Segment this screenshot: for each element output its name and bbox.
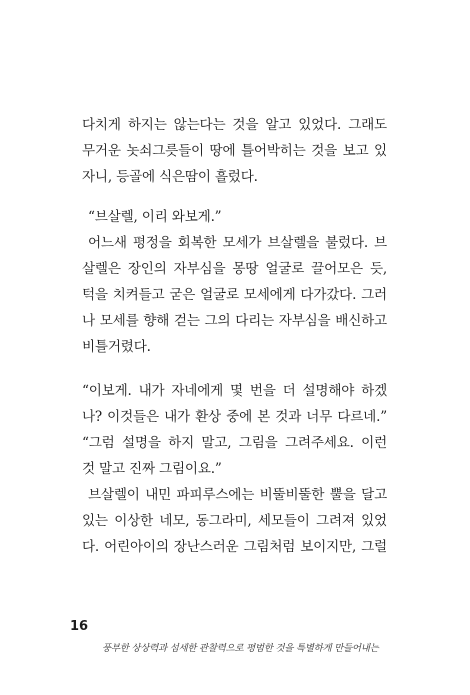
text-line: 것 말고 진짜 그림이요.” <box>82 461 222 477</box>
text-line: 살렐은 장인의 자부심을 몽땅 얼굴로 끌어모은 듯, <box>82 261 387 277</box>
paragraph-2 <box>82 204 387 360</box>
text-line: 다치게 하지는 않는다는 것을 알고 있었다. 그래도 <box>82 117 387 133</box>
text-line: 있는 이상한 네모, 동그라미, 세모들이 그려져 있었 <box>82 513 387 529</box>
dialogue-line: “브살렐, 이리 와보게.” <box>88 209 222 225</box>
text-line: 비틀거렸다. <box>82 339 151 355</box>
text-line: 턱을 치켜들고 굳은 얼굴로 모세에게 다가갔다. 그러 <box>82 287 387 303</box>
paragraph-3 <box>82 378 387 560</box>
dialogue-line: “그럼 설명을 하지 말고, 그림을 그려주세요. 이런 <box>82 435 387 451</box>
text-line: 무거운 놋쇠그릇들이 땅에 틀어박히는 것을 보고 있 <box>82 143 387 159</box>
text-line: 자니, 등골에 식은땀이 흘렀다. <box>82 169 258 185</box>
running-footer: 풍부한 상상력과 섬세한 관찰력으로 평범한 것을 특별하게 만들어내는 <box>102 643 379 654</box>
text-line: 어느새 평정을 회복한 모세가 브살렐을 불렀다. 브 <box>88 235 387 251</box>
text-line: 나 모세를 향해 걷는 그의 다리는 자부심을 배신하고 <box>82 313 387 329</box>
dialogue-line: “이보게. 내가 자네에게 몇 번을 더 설명해야 하겠 <box>82 383 387 399</box>
page-number: 16 <box>70 619 89 634</box>
text-line: 나? 이것들은 내가 환상 중에 본 것과 너무 다르네.” <box>82 409 387 425</box>
text-line: 브살렐이 내민 파피루스에는 비뚤비뚤한 뿔을 달고 <box>88 487 387 503</box>
text-line: 다. 어린아이의 장난스러운 그림처럼 보이지만, 그럴 <box>82 539 387 555</box>
paragraph-1 <box>82 112 387 190</box>
